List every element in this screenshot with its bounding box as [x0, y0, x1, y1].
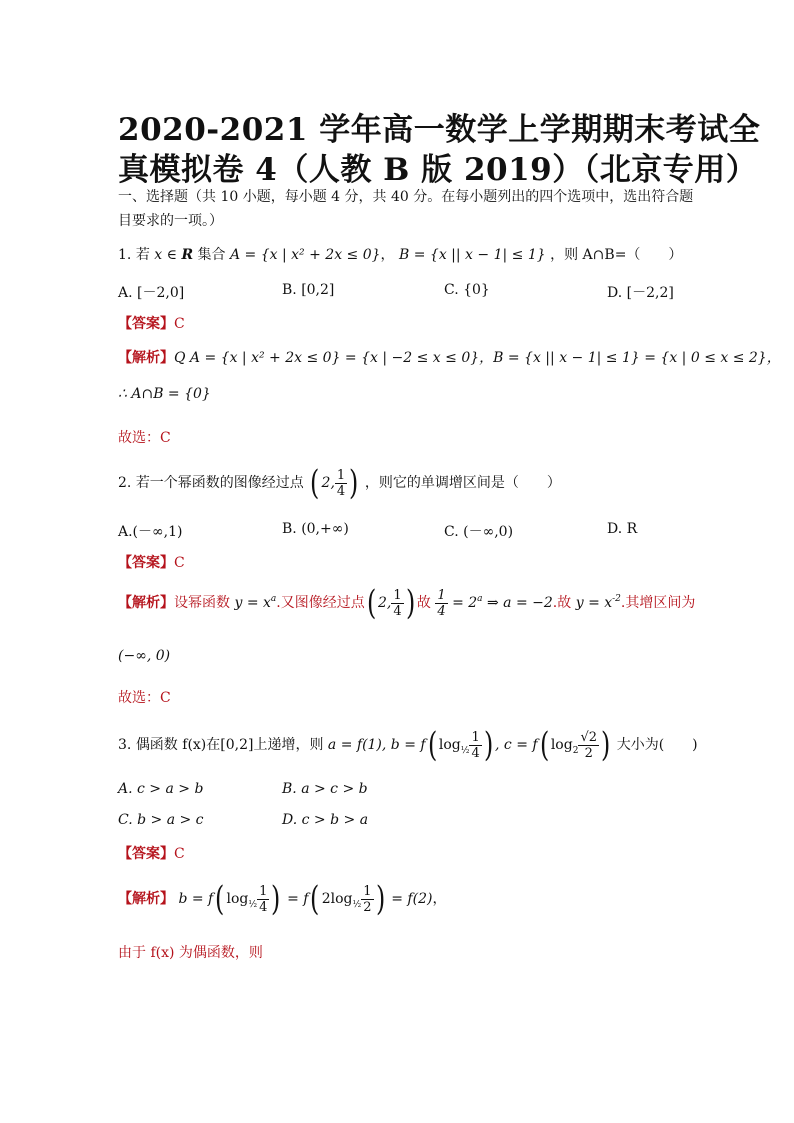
analysis-text: ∴ A∩B = {0} [118, 386, 211, 402]
answer-value: C [174, 846, 185, 862]
conclusion: 故选：C [118, 430, 171, 446]
option-b: B. (0,+∞) [282, 521, 349, 537]
answer-line [118, 843, 185, 863]
option-b: B. a > c > b [282, 781, 368, 797]
question-number: 1. [118, 247, 132, 263]
analysis-interval: (−∞, 0) [118, 648, 171, 664]
analysis-line: 【解析】设幂函数 $y = x^a$.又图像经过点( 2, $\frac{1}{4}$ ) 故 $\frac{1}{4}$ = $2^a$ ⇒ a = −2.故 $y = x^{-2}$.其增区间为 [118, 583, 696, 623]
analysis-line: 【解析】 b = f( $\log_{\frac{1}{2}}$ $\frac{1}{4}$ ) = f( $2\log_{\frac{1}{2}}$ $\frac{1}{2}$ ) = f(2)， [118, 879, 447, 919]
question-text: 若 [135, 247, 150, 263]
analysis-line [118, 347, 781, 367]
question-text: ，则它的单调增区间是（ ） [364, 475, 561, 491]
document-title-line-2: 真模拟卷 4（人教 B 版 2019）（北京专用） [118, 152, 758, 188]
question-3-stem: 3. 偶函数 f(x)在[0,2]上递增，则 a = f(1), b = f( $\log_{\frac{1}{2}}$ $\frac{1}{4}$ ) , c = f( $\log_2$ $\frac{√2}{2}$ ) 大小为( ) [118, 725, 698, 765]
analysis-text: Q A = {x | x² + 2x ≤ 0} = {x | −2 ≤ x ≤ 0}，B = {x || x − 1| ≤ 1} = {x | 0 ≤ x ≤ 2}， [174, 350, 781, 366]
question-text: ，则 A∩B=（ ） [550, 247, 683, 263]
option-d: D. c > b > a [282, 812, 369, 828]
option-c: C. {0} [444, 282, 490, 298]
analysis-label: 【解析】 [118, 350, 174, 366]
analysis-label: 【解析】 [118, 595, 174, 611]
math-set-b: B = {x || x − 1| ≤ 1} [399, 247, 546, 263]
analysis-text: 故 [416, 595, 431, 611]
analysis-text: 由于 f(x) 为偶函数，则 [118, 945, 263, 961]
question-text: 集合 [197, 247, 226, 263]
analysis-text: 设幂函数 [174, 595, 230, 611]
option-a: A. [－2,0] [118, 285, 185, 301]
question-text: 大小为( ) [616, 737, 698, 753]
analysis-label: 【解析】 [118, 891, 174, 907]
option-c: C. (－∞,0) [444, 524, 514, 540]
math-expression: x ∈ R [154, 247, 194, 263]
conclusion: 故选：C [118, 690, 171, 706]
section-heading-line-1: 一、选择题（共 10 小题，每小题 4 分，共 40 分。在每小题列出的四个选项中，选出符合题 [118, 189, 694, 205]
option-d: D. R [607, 521, 638, 537]
analysis-text: .又图像经过点 [276, 595, 365, 611]
answer-line [118, 313, 185, 333]
option-c: C. b > a > c [118, 812, 204, 828]
option-a: A. c > a > b [118, 781, 204, 797]
math-set-a: A = {x | x² + 2x ≤ 0} [229, 247, 381, 263]
option-d: D. [－2,2] [607, 285, 674, 301]
document-title-line-1: 2020-2021 学年高一数学上学期期末考试全 [118, 112, 761, 148]
analysis-text: .其增区间为 [620, 595, 696, 611]
section-heading-line-2: 目要求的一项。） [118, 213, 223, 229]
answer-label: 【答案】 [118, 555, 174, 571]
question-number: 3. [118, 737, 132, 753]
question-2-stem: 2. 若一个幂函数的图像经过点 ( 2, $\frac{1}{4}$ ) ，则它的单调增区间是（ ） [118, 463, 561, 503]
answer-label: 【答案】 [118, 846, 174, 862]
question-1-stem: 1. 若 x ∈ R 集合 A = {x | x² + 2x ≤ 0}， B = {x || x − 1| ≤ 1} ，则 A∩B=（ ） [118, 247, 683, 263]
question-number: 2. [118, 475, 132, 491]
answer-value: C [174, 555, 185, 571]
question-text: 若一个幂函数的图像经过点 [135, 475, 304, 491]
option-a: A.(－∞,1) [118, 524, 183, 540]
option-b: B. [0,2] [282, 282, 335, 298]
answer-line [118, 552, 185, 572]
question-text: 偶函数 f(x)在[0,2]上递增，则 [135, 737, 324, 753]
answer-label: 【答案】 [118, 316, 174, 332]
answer-value: C [174, 316, 185, 332]
